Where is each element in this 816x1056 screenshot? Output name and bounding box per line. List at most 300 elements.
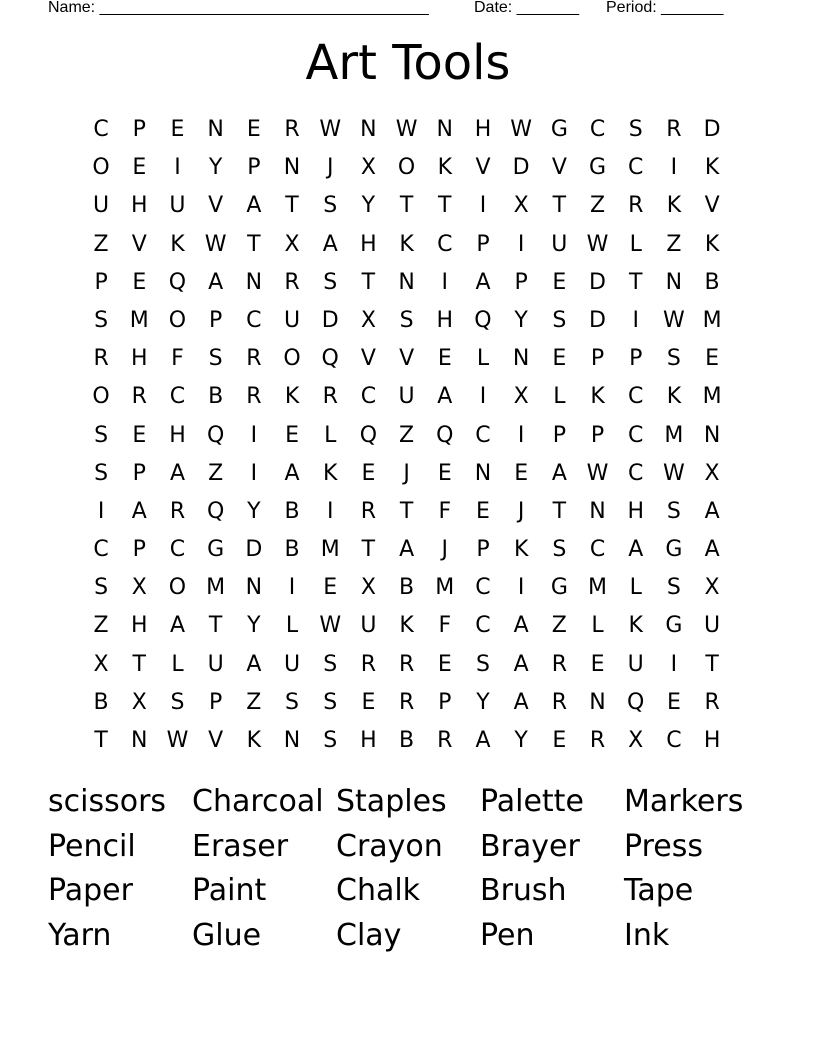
grid-letter: B [208,384,224,410]
grid-letter: Z [93,613,109,639]
grid-letter: H [360,231,377,257]
grid-row [82,302,732,340]
grid-letter: M [702,384,722,410]
grid-letter: R [551,689,567,715]
grid-letter: C [246,307,262,333]
grid-letter: V [131,231,147,257]
grid-letter: H [360,728,377,753]
grid-letter: L [476,346,490,372]
grid-letter: B [284,537,300,563]
grid-letter: I [97,498,105,524]
grid-letter: P [209,689,223,715]
grid-letter: E [476,498,490,524]
grid-letter: C [169,537,186,563]
grid-letter: O [92,384,110,410]
grid-letter: U [169,193,186,219]
grid-letter: T [361,269,376,295]
grid-letter: N [131,728,148,753]
grid-letter: G [665,613,683,639]
grid-letter: S [475,651,490,677]
grid-letter: R [284,269,300,295]
grid-letter: X [360,575,376,601]
grid-letter: E [437,651,452,677]
grid-letter: T [361,537,376,563]
grid-letter: N [283,155,301,181]
grid-letter: N [283,728,301,753]
grid-letter: R [704,689,720,715]
grid-letter: I [174,155,181,181]
grid-letter: S [323,269,338,295]
grid-letter: Z [246,689,262,715]
word-bank-item: Ink [624,918,670,954]
grid-letter: Q [474,307,492,333]
grid-letter: V [551,155,567,181]
grid-letter: P [590,346,605,372]
grid-letter: K [284,384,300,410]
period-field: Period: _______ [606,0,724,16]
grid-letter: K [513,537,529,563]
grid-letter: P [552,422,566,448]
grid-letter: C [360,384,377,410]
grid-letter: V [208,728,224,753]
grid-letter: A [513,651,529,677]
grid-letter: J [441,537,449,563]
grid-letter: P [590,422,605,448]
grid-letter: H [436,307,454,333]
grid-letter: E [132,422,147,448]
grid-letter: S [323,689,338,715]
word-bank-item: Brush [480,873,567,909]
grid-letter: Z [666,231,682,257]
grid-letter: B [399,728,415,753]
grid-row [82,111,732,149]
grid-letter: A [475,269,491,295]
word-bank-item: Paper [48,873,133,909]
grid-letter: P [629,346,643,372]
grid-letter: N [474,460,492,486]
grid-letter: D [589,307,606,333]
grid-letter: T [285,193,299,219]
grid-letter: I [479,384,487,410]
grid-letter: N [436,117,454,142]
word-bank-item: Markers [624,784,744,819]
letter-grid [82,111,732,760]
grid-letter: Z [399,422,415,448]
grid-letter: K [399,231,414,257]
grid-letter: Y [514,307,528,333]
grid-letter: M [320,537,340,563]
grid-letter: I [670,155,678,181]
grid-letter: L [324,422,337,448]
grid-letter: K [704,231,720,257]
grid-letter: M [435,575,455,601]
grid-letter: K [628,613,643,639]
grid-letter: A [704,498,720,524]
grid-letter: W [166,728,189,753]
grid-letter: L [285,613,299,639]
grid-letter: W [663,460,685,486]
grid-letter: M [664,422,684,448]
grid-row [82,493,732,531]
grid-letter: A [208,269,224,295]
grid-letter: W [319,117,342,142]
grid-row [82,684,732,722]
grid-letter: Q [206,498,225,524]
grid-letter: Y [476,689,490,715]
grid-letter: C [437,231,453,257]
word-bank-item: Pen [480,918,535,954]
grid-letter: D [589,269,606,295]
grid-row [82,722,732,760]
grid-row [82,646,732,684]
grid-row [82,569,732,607]
grid-letter: L [553,384,566,410]
grid-letter: S [666,498,681,524]
grid-letter: D [703,117,721,142]
grid-letter: E [323,575,338,601]
grid-letter: K [666,193,682,219]
grid-letter: L [171,651,184,677]
grid-letter: R [131,384,147,410]
grid-letter: U [704,613,721,639]
grid-letter: H [131,346,148,372]
grid-letter: V [399,346,415,372]
grid-letter: K [437,155,452,181]
grid-letter: R [589,728,606,753]
grid-letter: C [475,422,491,448]
word-bank-row [48,780,768,825]
grid-letter: P [132,460,146,486]
grid-letter: D [245,537,263,563]
grid-letter: A [169,613,185,639]
grid-letter: R [284,117,300,142]
grid-letter: W [319,613,342,639]
grid-letter: U [627,651,644,677]
grid-letter: X [704,575,720,601]
word-bank-item: Yarn [48,918,112,954]
grid-letter: D [512,155,530,181]
grid-letter: G [589,155,607,181]
grid-letter: X [628,728,644,753]
grid-letter: A [628,537,644,563]
grid-letter: Z [208,460,224,486]
grid-letter: X [93,651,109,677]
grid-letter: Z [93,231,109,257]
grid-letter: A [399,537,415,563]
grid-letter: N [398,269,415,295]
grid-letter: T [132,651,146,677]
grid-letter: M [129,307,149,333]
grid-letter: Z [551,613,567,639]
grid-letter: A [322,231,338,257]
grid-letter: S [399,307,414,333]
grid-letter: N [245,575,263,601]
grid-letter: A [551,460,567,486]
grid-letter: W [204,231,227,257]
grid-letter: A [131,498,147,524]
grid-letter: E [437,460,452,486]
grid-letter: H [131,613,148,639]
grid-row [82,531,732,569]
grid-letter: S [285,689,300,715]
grid-letter: E [170,117,185,142]
grid-letter: G [665,537,683,563]
grid-letter: C [628,422,644,448]
grid-letter: E [552,346,567,372]
grid-letter: T [247,231,261,257]
grid-letter: I [288,575,296,601]
grid-letter: K [170,231,185,257]
grid-letter: I [250,460,258,486]
word-bank-row [48,825,768,870]
grid-letter: V [475,155,491,181]
grid-letter: G [207,537,225,563]
grid-letter: K [590,384,605,410]
grid-letter: E [552,728,567,753]
grid-letter: W [586,231,609,257]
grid-letter: B [284,498,300,524]
grid-letter: P [476,537,490,563]
grid-letter: K [323,460,338,486]
grid-letter: Q [206,422,225,448]
grid-letter: J [326,155,334,181]
grid-letter: X [360,155,376,181]
grid-letter: E [666,689,681,715]
grid-letter: C [475,575,491,601]
grid-letter: U [360,613,377,639]
word-bank-item: Pencil [48,828,136,864]
grid-letter: E [285,422,299,448]
grid-letter: S [323,193,338,219]
word-bank-item: Tape [624,873,694,909]
grid-letter: B [704,269,720,295]
grid-letter: J [403,460,410,486]
grid-letter: R [398,689,415,715]
grid-letter: E [437,346,452,372]
grid-letter: X [513,193,529,219]
grid-letter: A [704,537,720,563]
page-title: Art Tools [305,35,511,91]
word-bank-item: Palette [480,784,584,819]
grid-letter: S [552,307,567,333]
grid-row [82,264,732,302]
grid-letter: U [283,307,301,333]
grid-letter: D [321,307,339,333]
grid-letter: H [627,498,644,524]
word-bank-row [48,914,768,959]
grid-letter: S [208,346,223,372]
grid-letter: U [551,231,568,257]
grid-letter: O [168,307,187,333]
grid-row [82,455,732,493]
grid-letter: U [93,193,110,219]
grid-letter: Z [589,193,606,219]
grid-letter: C [628,384,644,410]
grid-letter: E [705,346,720,372]
grid-letter: T [208,613,223,639]
grid-letter: P [514,269,528,295]
grid-letter: R [246,346,262,372]
grid-letter: A [169,460,185,486]
word-bank-item: Glue [192,918,262,954]
word-bank-item: Staples [336,784,447,819]
grid-letter: E [590,651,605,677]
grid-letter: R [360,651,377,677]
grid-letter: E [361,689,376,715]
grid-letter: C [628,460,644,486]
grid-letter: I [441,269,449,295]
grid-letter: E [246,117,261,142]
grid-letter: A [475,728,491,753]
grid-letter: L [629,575,642,601]
grid-letter: Y [208,155,223,181]
grid-letter: R [666,117,682,142]
grid-letter: P [209,307,223,333]
grid-letter: R [551,651,567,677]
grid-letter: I [517,575,525,601]
grid-letter: I [517,422,525,448]
grid-row [82,226,732,264]
grid-letter: N [207,117,224,142]
word-bank-row [48,869,768,914]
grid-letter: E [552,269,567,295]
grid-letter: S [94,460,109,486]
worksheet-header [48,0,768,19]
grid-letter: A [246,193,262,219]
grid-letter: X [360,307,376,333]
grid-letter: U [398,384,415,410]
grid-letter: I [517,231,525,257]
grid-letter: R [169,498,186,524]
grid-letter: B [93,689,109,715]
word-bank-item: Eraser [192,828,289,864]
word-bank [48,780,768,959]
grid-letter: V [208,193,224,219]
grid-letter: G [550,575,568,601]
grid-letter: R [93,346,109,372]
grid-letter: S [94,422,109,448]
grid-letter: V [704,193,720,219]
grid-letter: C [475,613,491,639]
grid-letter: T [552,498,567,524]
grid-letter: P [94,269,108,295]
grid-letter: N [512,346,530,372]
grid-letter: H [131,193,148,219]
grid-letter: C [93,117,109,142]
grid-letter: U [207,651,224,677]
grid-letter: S [628,117,643,142]
grid-letter: W [586,460,609,486]
grid-letter: W [395,117,418,142]
grid-letter: Q [321,346,339,372]
grid-letter: P [438,689,452,715]
grid-letter: S [94,307,109,333]
grid-letter: A [513,689,529,715]
grid-letter: I [250,422,258,448]
grid-letter: E [361,460,376,486]
grid-letter: W [663,307,685,333]
grid-row [82,340,732,378]
grid-letter: R [360,498,377,524]
grid-letter: P [247,155,261,181]
grid-letter: C [93,537,109,563]
grid-letter: C [589,117,606,142]
grid-letter: K [399,613,414,639]
grid-letter: M [206,575,226,601]
grid-letter: G [550,117,568,142]
grid-letter: R [398,651,415,677]
word-bank-item: Brayer [480,828,580,864]
grid-letter: I [479,193,487,219]
word-bank-item: scissors [48,784,167,819]
grid-letter: F [171,346,184,372]
grid-letter: C [589,537,606,563]
word-bank-item: Crayon [336,828,443,864]
grid-row [82,149,732,187]
grid-letter: A [437,384,453,410]
grid-letter: P [476,231,490,257]
grid-row [82,607,732,645]
grid-letter: Y [514,728,528,753]
grid-letter: S [666,575,681,601]
word-bank-item: Press [624,828,703,864]
grid-letter: T [628,269,643,295]
grid-letter: M [588,575,608,601]
grid-letter: K [704,155,720,181]
grid-letter: Y [361,193,376,219]
grid-letter: H [703,728,721,753]
grid-letter: I [326,498,334,524]
grid-letter: P [132,117,146,142]
grid-letter: Q [627,689,645,715]
grid-letter: S [323,728,338,753]
grid-letter: C [169,384,186,410]
grid-letter: E [132,155,147,181]
grid-letter: T [399,498,414,524]
grid-letter: T [94,728,108,753]
grid-letter: O [92,155,110,181]
word-bank-item: Chalk [336,873,421,909]
grid-row [82,187,732,225]
grid-letter: R [322,384,338,410]
grid-letter: S [666,346,681,372]
grid-letter: C [628,155,644,181]
grid-letter: N [589,498,606,524]
grid-letter: S [94,575,109,601]
grid-letter: E [132,269,147,295]
word-bank-item: Charcoal [192,784,324,819]
grid-letter: K [666,384,682,410]
grid-letter: Q [359,422,378,448]
word-bank-item: Paint [192,873,267,909]
grid-letter: J [517,498,525,524]
grid-letter: Y [247,613,261,639]
grid-letter: O [397,155,416,181]
grid-letter: N [360,117,377,142]
grid-letter: T [552,193,567,219]
grid-letter: C [666,728,682,753]
grid-letter: X [131,689,147,715]
grid-letter: X [131,575,147,601]
grid-letter: X [704,460,720,486]
grid-letter: L [629,231,642,257]
grid-letter: A [246,651,262,677]
grid-letter: A [284,460,300,486]
grid-row [82,417,732,455]
grid-letter: N [589,689,606,715]
name-field: Name: _____________________________________ [48,0,429,16]
word-bank-item: Clay [336,918,402,954]
